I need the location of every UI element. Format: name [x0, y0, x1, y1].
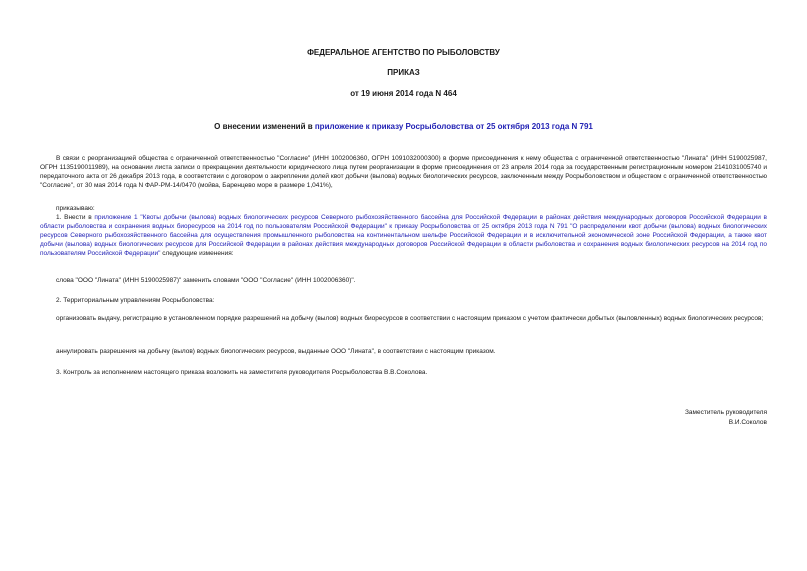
item-2-paragraph: 2. Территориальным управлениям Росрыболовства: [56, 297, 215, 304]
title-prefix: О внесении изменений в [214, 122, 315, 131]
title-link[interactable]: приложение к приказу Росрыболовства от 25 октября 2013 года N 791 [314, 122, 593, 131]
item-1-link[interactable]: приложение 1 "Квоты добычи (вылова) водных биологических ресурсов Северного рыбохозяйственного бассейна для Российской Федерации в районах действия международных договоров Российской Федерации в области рыболовства и сохранения водных биоресурсов на 2014 год по пользователям Российской Федерации" к приказу Росрыболовства от 25 октября 2013 года N 791 "О распределении квот добычи (вылова) водных биологических ресурсов Северного рыбохозяйственного бассейна для осуществления промышленного рыболовства на континентальном шельфе Российской Федерации и в исключительной экономической зоне Российской Федерации, а также квот добычи (вылова) водных биологических ресурсов для Российской Федерации в районах действия международных договоров Российской Федерации в области рыболовства и сохранения водных биологических ресурсов на 2014 год по пользователям Российской Федерации" [40, 214, 767, 257]
signer-name: В.И.Соколов [728, 419, 767, 426]
item-3-paragraph: 3. Контроль за исполнением настоящего приказа возложить на заместителя руководителя Росрыболовства В.В.Соколова. [56, 369, 428, 376]
item-2a-paragraph: организовать выдачу, регистрацию в установленном порядке разрешений на добычу (вылов) водных биоресурсов в соответствии с настоящим приказом с учетом фактически добытых (выловленных) водных биологических ресурсов; [56, 315, 764, 322]
signer-title: Заместитель руководителя [685, 409, 767, 416]
agency-heading: ФЕДЕРАЛЬНОЕ АГЕНТСТВО ПО РЫБОЛОВСТВУ [307, 48, 500, 57]
item-1-prefix: 1. Внести в [56, 214, 95, 221]
item-1-suffix: следующие изменения: [160, 250, 234, 257]
document-title [40, 122, 767, 132]
order-word: приказываю: [56, 205, 95, 212]
words-change-paragraph: слова "ООО "Лината" (ИНН 5190025987)" заменить словами "ООО "Согласие" (ИНН 1002006360)". [56, 277, 356, 284]
item-2b-paragraph: аннулировать разрешения на добычу (вылов) водных биологических ресурсов, выданные ООО "Лината", в соответствии с настоящим приказом. [56, 348, 496, 355]
item-1-paragraph [40, 213, 767, 258]
intro-paragraph: В связи с реорганизацией общества с ограниченной ответственностью "Согласие" (ИНН 1002006360, ОГРН 1091032000300) в форме присоединения к нему общества с ограниченной ответственностью "Лината" (ИНН 5190025987, ОГРН 1135190011989), на основании листа записи о прекращении деятельности юридического лица путем реорганизации в форме присоединения от 23 апреля 2014 года за государственным регистрационным номером 2141031005740 и передаточного акта от 26 декабря 2013 года, в соответствии с договором о закреплении долей квот добычи (вылова) водных биологических ресурсов, заключенным между Росрыболовством и обществом с ограниченной ответственностью "Согласие", от 30 мая 2014 года N ФАР-РМ-14/0470 (мойва, Баренцево море в размере 1,041%), [40, 155, 767, 189]
document-kind: ПРИКАЗ [387, 68, 420, 77]
document-date: от 19 июня 2014 года N 464 [350, 89, 457, 98]
